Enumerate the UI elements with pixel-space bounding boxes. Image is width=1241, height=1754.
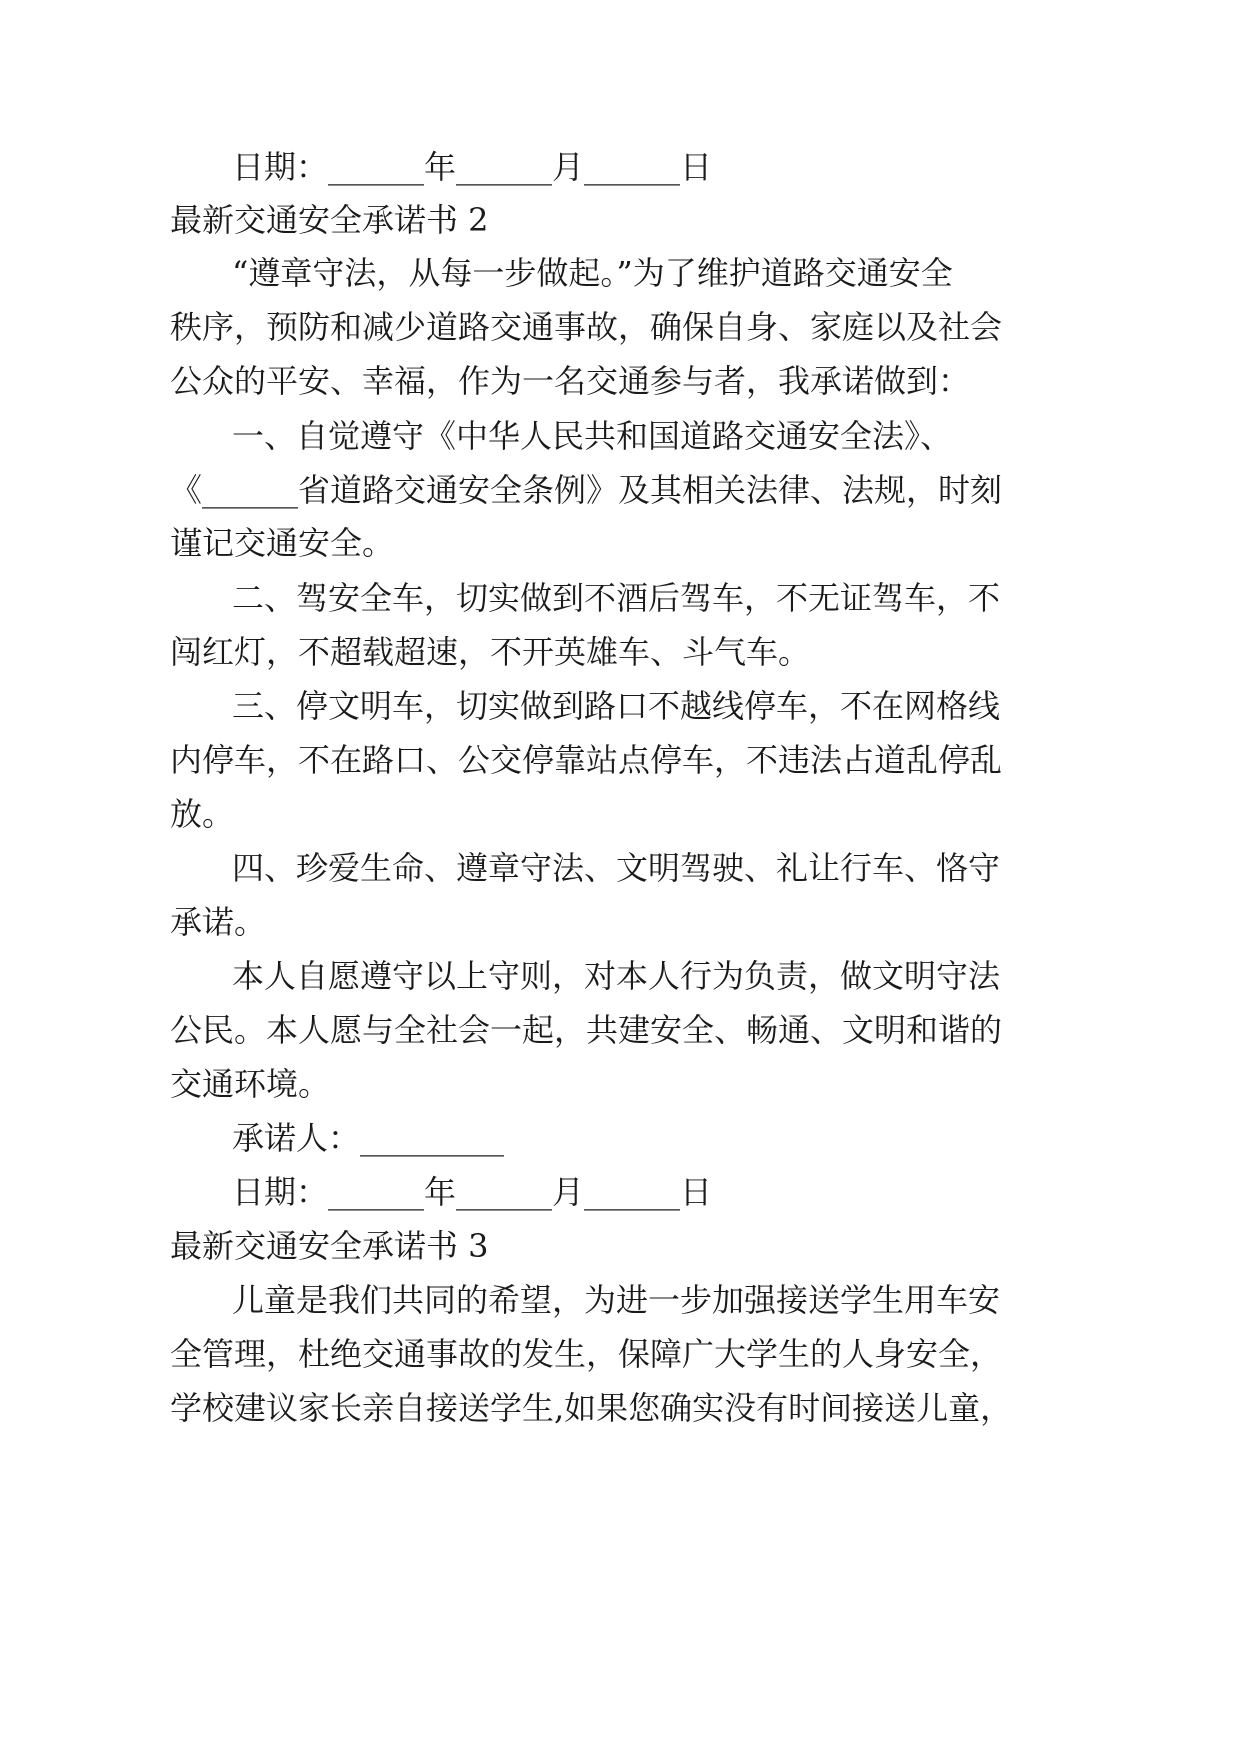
paragraph-line: 四、珍爱生命、遵章守法、文明驾驶、礼让行车、恪守: [232, 849, 1001, 887]
paragraph-line: 内停车，不在路口、公交停靠站点停车，不违法占道乱停乱: [170, 741, 1003, 779]
paragraph-line: 交通环境。: [170, 1065, 331, 1103]
paragraph-line: 全管理，杜绝交通事故的发生，保障广大学生的人身安全，: [170, 1335, 1003, 1373]
paragraph-line: 一、自觉遵守《中华人民共和国道路交通安全法》、: [232, 417, 953, 455]
paragraph-line: 谨记交通安全。: [170, 524, 395, 562]
paragraph-line: 二、驾安全车，切实做到不酒后驾车，不无证驾车，不: [232, 579, 1001, 617]
paragraph-line: 闯红灯，不超载超速，不开英雄车、斗气车。: [170, 633, 811, 671]
paragraph-line: 本人自愿遵守以上守则，对本人行为负责，做文明守法: [232, 957, 1001, 995]
paragraph-line: “遵章守法，从每一步做起。”为了维护道路交通安全: [232, 254, 953, 292]
section-title: 最新交通安全承诺书 2: [170, 201, 489, 239]
signer-line: 承诺人：_________: [232, 1119, 505, 1157]
paragraph-line: 儿童是我们共同的希望，为进一步加强接送学生用车安: [232, 1281, 1001, 1319]
paragraph-line: 公众的平安、幸福，作为一名交通参与者，我承诺做到：: [170, 362, 971, 400]
date-line: 日期：______年______月______日: [232, 1173, 713, 1211]
date-line: 日期：______年______月______日: [232, 148, 713, 186]
paragraph-line: 学校建议家长亲自接送学生,如果您确实没有时间接送儿童，: [170, 1389, 1013, 1427]
paragraph-line: 三、停文明车，切实做到路口不越线停车，不在网格线: [232, 687, 1001, 725]
paragraph-line: 承诺。: [170, 903, 267, 941]
paragraph-line: 秩序，预防和减少道路交通事故，确保自身、家庭以及社会: [170, 308, 1003, 346]
section-title: 最新交通安全承诺书 3: [170, 1227, 489, 1265]
paragraph-line: 《______省道路交通安全条例》及其相关法律、法规，时刻: [170, 471, 1003, 509]
paragraph-line: 放。: [170, 795, 235, 833]
paragraph-line: 公民。本人愿与全社会一起，共建安全、畅通、文明和谐的: [170, 1011, 1003, 1049]
